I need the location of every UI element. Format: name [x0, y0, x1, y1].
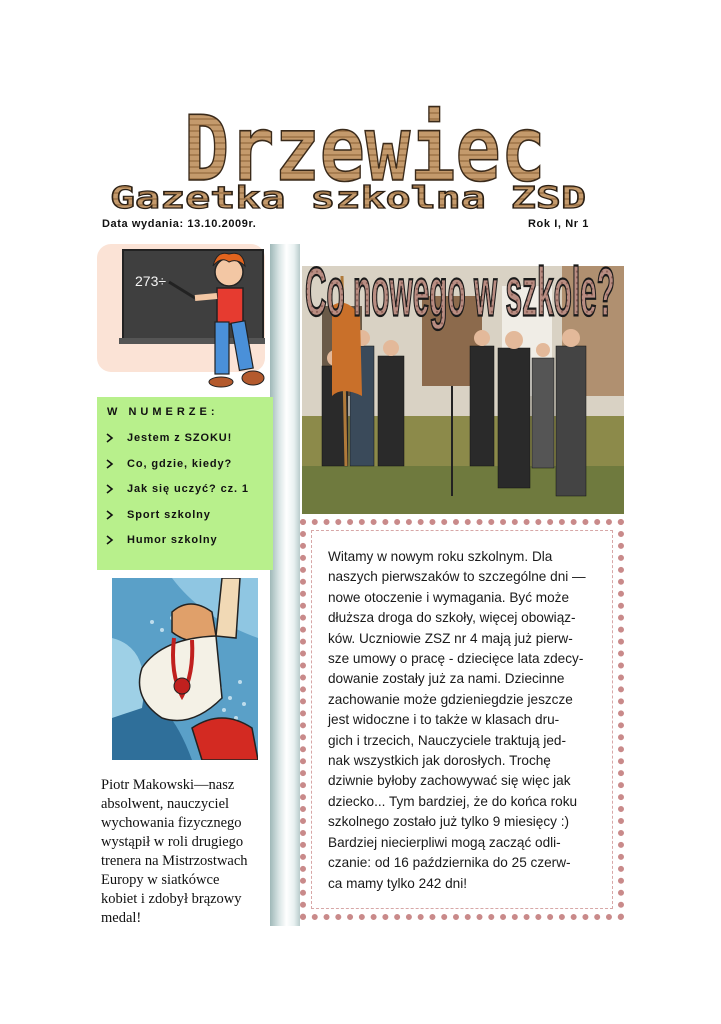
issue-date: Data wydania: 13.10.2009r.: [102, 218, 257, 230]
article-line: dziecko... Tym bardziej, że do końca roku: [328, 793, 578, 809]
article-line: dowanie zostały już za nami. Dziecinne: [328, 671, 565, 687]
article-line: nak wszystkich jak dorosłych. Trochę: [328, 753, 551, 769]
caption-line: medal!: [101, 910, 142, 926]
toc-header: W NUMERZE:: [107, 406, 219, 418]
caption-line: wystąpił w roli drugiego: [101, 834, 244, 850]
chevron-right-icon: [105, 510, 115, 520]
toc-item-label: Co, gdzie, kiedy?: [127, 458, 233, 470]
article-box: [300, 519, 624, 920]
article-headline: [300, 244, 620, 336]
chevron-right-icon: [105, 535, 115, 545]
masthead-subtitle-text: Gazetka szkolna ZSD: [110, 181, 586, 216]
teacher-at-chalkboard-illustration: [97, 244, 265, 394]
caption-line: kobiet i zdobył brązowy: [101, 891, 242, 907]
toc-item[interactable]: [105, 534, 218, 546]
toc-item[interactable]: [105, 432, 232, 444]
toc-item-label: Humor szkolny: [127, 534, 218, 546]
toc-item[interactable]: [105, 509, 211, 521]
chalkboard-text: 273÷: [135, 273, 167, 289]
masthead-subtitle: [108, 178, 588, 218]
masthead-title-text: Drzewiec: [184, 97, 546, 202]
toc-item-label: Jak się uczyć? cz. 1: [127, 483, 249, 495]
chalkboard-illustration-panel: [97, 244, 265, 372]
table-of-contents: [97, 397, 273, 570]
chevron-right-icon: [105, 484, 115, 494]
article-line: jest widoczne i to także w klasach dru-: [328, 712, 560, 728]
article-headline-text: Co nowego w szkole?: [305, 252, 615, 331]
article-line: Bardziej niecierpliwi mogą zacząć odli-: [328, 834, 561, 850]
article-line: ków. Uczniowie ZSZ nr 4 mają już pierw-: [328, 630, 573, 646]
issue-number: Rok I, Nr 1: [528, 218, 590, 230]
sidebar-caption: [101, 776, 266, 928]
caption-line: absolwent, nauczyciel: [101, 796, 230, 812]
article-line: dziwnie byłoby zachowywać się więc jak: [328, 773, 571, 789]
article-line: ca mamy tylko 242 dni!: [328, 875, 468, 891]
volleyball-player-illustration: [112, 578, 258, 760]
chevron-right-icon: [105, 433, 115, 443]
caption-line: Piotr Makowski—nasz: [101, 777, 235, 793]
toc-item[interactable]: [105, 458, 232, 470]
chevron-right-icon: [105, 459, 115, 469]
article-line: naszych pierwszaków to szczególne dni —: [328, 569, 586, 585]
article-line: zachowanie może gdzieniegdzie jeszcze: [328, 691, 573, 707]
caption-line: Europy w siatkówce: [101, 872, 220, 888]
article-body: [328, 547, 604, 894]
article-line: szkolnego zostało już tylko 9 miesięcy :): [328, 814, 570, 830]
toc-item-label: Sport szkolny: [127, 509, 211, 521]
toc-item-label: Jestem z SZOKU!: [127, 432, 233, 444]
article-line: Witamy w nowym roku szkolnym. Dla: [328, 549, 553, 564]
decorative-gradient-bar: [270, 244, 300, 926]
article-line: sze umowy o pracę - dziecięce lata zdecy-: [328, 651, 584, 667]
caption-line: trenera na Mistrzostwach: [101, 853, 248, 869]
article-line: czanie: od 16 października do 25 czerw-: [328, 855, 571, 871]
article-line: dłuższa droga do szkoły, więcej obowiąz-: [328, 610, 576, 626]
article-line: nowe otoczenie i wymagania. Być może: [328, 589, 570, 605]
caption-line: wychowania fizycznego: [101, 815, 242, 831]
toc-item[interactable]: [105, 483, 249, 495]
article-line: gich i trzecich, Nauczyciele traktują jed-: [328, 732, 566, 748]
